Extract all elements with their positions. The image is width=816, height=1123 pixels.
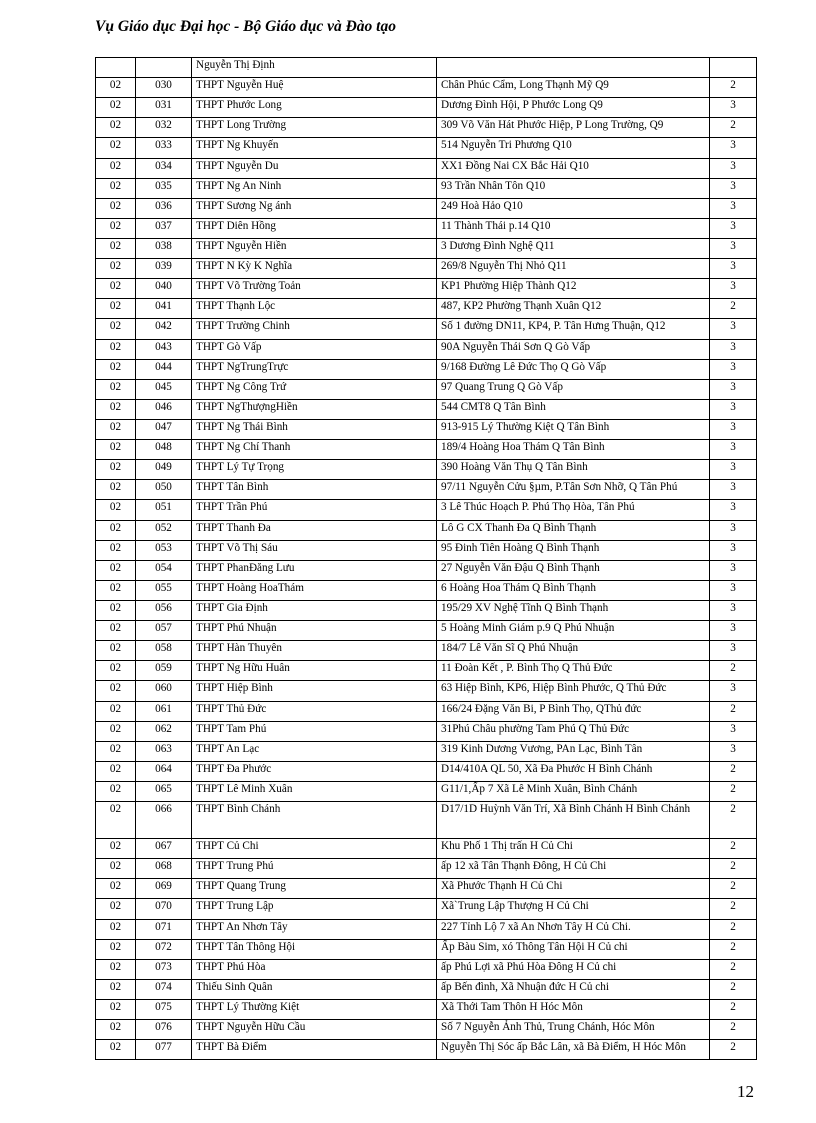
number-cell: 043 bbox=[136, 339, 192, 359]
code-cell: 02 bbox=[96, 979, 136, 999]
number-cell: 064 bbox=[136, 761, 192, 781]
address-cell: 189/4 Hoàng Hoa Thám Q Tân Bình bbox=[437, 440, 710, 460]
code-cell: 02 bbox=[96, 919, 136, 939]
school-name-cell: THPT Gia Định bbox=[192, 600, 437, 620]
table-row bbox=[96, 440, 757, 460]
page-number: 12 bbox=[737, 1082, 754, 1101]
table-row bbox=[96, 218, 757, 238]
table-row bbox=[96, 238, 757, 258]
code-cell: 02 bbox=[96, 98, 136, 118]
code-cell: 02 bbox=[96, 319, 136, 339]
school-name-cell: THPT Gò Vấp bbox=[192, 339, 437, 359]
table-row bbox=[96, 701, 757, 721]
number-cell: 049 bbox=[136, 460, 192, 480]
grade-cell: 2 bbox=[710, 118, 757, 138]
table-row bbox=[96, 359, 757, 379]
number-cell: 045 bbox=[136, 379, 192, 399]
school-name-cell: THPT Ng Chí Thanh bbox=[192, 440, 437, 460]
address-cell: 5 Hoàng Minh Giám p.9 Q Phú Nhuận bbox=[437, 621, 710, 641]
grade-cell: 3 bbox=[710, 741, 757, 761]
code-cell: 02 bbox=[96, 238, 136, 258]
table-row bbox=[96, 741, 757, 761]
table-row bbox=[96, 560, 757, 580]
table-row bbox=[96, 460, 757, 480]
number-cell: 047 bbox=[136, 419, 192, 439]
code-cell: 02 bbox=[96, 279, 136, 299]
school-name-cell: THPT Phước Long bbox=[192, 98, 437, 118]
number-cell: 075 bbox=[136, 1000, 192, 1020]
address-cell: 390 Hoàng Văn Thụ Q Tân Bình bbox=[437, 460, 710, 480]
grade-cell: 3 bbox=[710, 580, 757, 600]
school-name-cell: THPT Thạnh Lộc bbox=[192, 299, 437, 319]
address-cell: Xã Phước Thạnh H Củ Chi bbox=[437, 879, 710, 899]
table-row bbox=[96, 480, 757, 500]
address-cell: D17/1D Huỳnh Văn Trí, Xã Bình Chánh H Bình Chánh bbox=[437, 802, 710, 839]
number-cell: 032 bbox=[136, 118, 192, 138]
number-cell: 036 bbox=[136, 198, 192, 218]
code-cell: 02 bbox=[96, 1000, 136, 1020]
code-cell: 02 bbox=[96, 580, 136, 600]
code-cell: 02 bbox=[96, 218, 136, 238]
address-cell: 514 Nguyễn Tri Phương Q10 bbox=[437, 138, 710, 158]
address-cell: ấp Bến đình, Xã Nhuận đức H Củ chi bbox=[437, 979, 710, 999]
table-row bbox=[96, 540, 757, 560]
address-cell: 166/24 Đặng Văn Bi, P Bình Thọ, QThủ đức bbox=[437, 701, 710, 721]
grade-cell: 3 bbox=[710, 480, 757, 500]
table-row bbox=[96, 118, 757, 138]
school-name-cell: THPT Củ Chi bbox=[192, 839, 437, 859]
number-cell: 071 bbox=[136, 919, 192, 939]
grade-cell: 2 bbox=[710, 959, 757, 979]
code-cell: 02 bbox=[96, 899, 136, 919]
number-cell: 042 bbox=[136, 319, 192, 339]
grade-cell: 3 bbox=[710, 419, 757, 439]
address-cell: 90A Nguyễn Thái Sơn Q Gò Vấp bbox=[437, 339, 710, 359]
address-cell: KP1 Phường Hiệp Thành Q12 bbox=[437, 279, 710, 299]
code-cell: 02 bbox=[96, 1040, 136, 1060]
number-cell: 070 bbox=[136, 899, 192, 919]
table-row bbox=[96, 959, 757, 979]
code-cell: 02 bbox=[96, 480, 136, 500]
grade-cell: 2 bbox=[710, 939, 757, 959]
school-name-cell: THPT NgThượngHiền bbox=[192, 399, 437, 419]
school-name-cell: THPT Trung Phú bbox=[192, 859, 437, 879]
number-cell: 041 bbox=[136, 299, 192, 319]
address-cell: 249 Hoà Hảo Q10 bbox=[437, 198, 710, 218]
grade-cell: 3 bbox=[710, 238, 757, 258]
number-cell: 077 bbox=[136, 1040, 192, 1060]
number-cell: 044 bbox=[136, 359, 192, 379]
grade-cell: 3 bbox=[710, 98, 757, 118]
address-cell: 544 CMT8 Q Tân Bình bbox=[437, 399, 710, 419]
school-name-cell: THPT Phú Hòa bbox=[192, 959, 437, 979]
grade-cell bbox=[710, 58, 757, 78]
grade-cell: 2 bbox=[710, 802, 757, 839]
school-name-cell: THPT Hiệp Bình bbox=[192, 681, 437, 701]
table-row bbox=[96, 279, 757, 299]
table-row bbox=[96, 78, 757, 98]
number-cell bbox=[136, 58, 192, 78]
number-cell: 035 bbox=[136, 178, 192, 198]
number-cell: 059 bbox=[136, 661, 192, 681]
number-cell: 033 bbox=[136, 138, 192, 158]
address-cell: 97/11 Nguyễn Cửu §µm, P.Tân Sơn Nhỡ, Q Tân Phú bbox=[437, 480, 710, 500]
number-cell: 051 bbox=[136, 500, 192, 520]
school-name-cell: THPT Hàn Thuyên bbox=[192, 641, 437, 661]
grade-cell: 3 bbox=[710, 178, 757, 198]
code-cell: 02 bbox=[96, 701, 136, 721]
number-cell: 069 bbox=[136, 879, 192, 899]
address-cell: 97 Quang Trung Q Gò Vấp bbox=[437, 379, 710, 399]
code-cell: 02 bbox=[96, 959, 136, 979]
grade-cell: 3 bbox=[710, 359, 757, 379]
address-cell: 913-915 Lý Thường Kiệt Q Tân Bình bbox=[437, 419, 710, 439]
document-header: Vụ Giáo dục Đại học - Bộ Giáo dục và Đào tạo bbox=[95, 18, 396, 35]
number-cell: 053 bbox=[136, 540, 192, 560]
table-row bbox=[96, 641, 757, 661]
number-cell: 076 bbox=[136, 1020, 192, 1040]
school-name-cell: THPT Võ Thị Sáu bbox=[192, 540, 437, 560]
number-cell: 048 bbox=[136, 440, 192, 460]
number-cell: 073 bbox=[136, 959, 192, 979]
address-cell: 3 Dương Đình Nghệ Q11 bbox=[437, 238, 710, 258]
address-cell: 487, KP2 Phường Thạnh Xuân Q12 bbox=[437, 299, 710, 319]
code-cell: 02 bbox=[96, 560, 136, 580]
school-name-cell: THPT N Kỳ K Nghĩa bbox=[192, 259, 437, 279]
address-cell: 31Phú Châu phường Tam Phú Q Thủ Đức bbox=[437, 721, 710, 741]
school-name-cell: THPT Ng An Ninh bbox=[192, 178, 437, 198]
school-name-cell: THPT Tam Phú bbox=[192, 721, 437, 741]
table-row bbox=[96, 158, 757, 178]
address-cell: Khu Phố 1 Thị trấn H Củ Chi bbox=[437, 839, 710, 859]
school-name-cell: THPT Ng Hữu Huân bbox=[192, 661, 437, 681]
grade-cell: 3 bbox=[710, 560, 757, 580]
number-cell: 046 bbox=[136, 399, 192, 419]
table-row bbox=[96, 939, 757, 959]
code-cell: 02 bbox=[96, 540, 136, 560]
address-cell: Số 1 đường DN11, KP4, P. Tân Hưng Thuận, Q12 bbox=[437, 319, 710, 339]
code-cell: 02 bbox=[96, 299, 136, 319]
table-row bbox=[96, 919, 757, 939]
school-name-cell: THPT Tân Thông Hội bbox=[192, 939, 437, 959]
number-cell: 060 bbox=[136, 681, 192, 701]
grade-cell: 2 bbox=[710, 661, 757, 681]
grade-cell: 2 bbox=[710, 299, 757, 319]
table-row bbox=[96, 761, 757, 781]
number-cell: 056 bbox=[136, 600, 192, 620]
code-cell: 02 bbox=[96, 500, 136, 520]
table-row bbox=[96, 198, 757, 218]
number-cell: 034 bbox=[136, 158, 192, 178]
number-cell: 068 bbox=[136, 859, 192, 879]
grade-cell: 2 bbox=[710, 899, 757, 919]
table-row bbox=[96, 379, 757, 399]
address-cell: 11 Đoàn Kết , P. Bình Thọ Q Thủ Đức bbox=[437, 661, 710, 681]
table-row bbox=[96, 98, 757, 118]
address-cell: 93 Trần Nhân Tôn Q10 bbox=[437, 178, 710, 198]
table-row bbox=[96, 58, 757, 78]
school-name-cell: THPT Nguyễn Hữu Cầu bbox=[192, 1020, 437, 1040]
school-name-cell: THPT Ng Thái Bình bbox=[192, 419, 437, 439]
school-name-cell: THPT An Lạc bbox=[192, 741, 437, 761]
address-cell: 27 Nguyễn Văn Đậu Q Bình Thạnh bbox=[437, 560, 710, 580]
table-row bbox=[96, 1000, 757, 1020]
school-name-cell: THPT Sương Ng ánh bbox=[192, 198, 437, 218]
grade-cell: 2 bbox=[710, 1000, 757, 1020]
address-cell: Ấp Bàu Sim, xó Thông Tân Hội H Củ chi bbox=[437, 939, 710, 959]
grade-cell: 2 bbox=[710, 919, 757, 939]
address-cell: 6 Hoàng Hoa Thám Q Bình Thạnh bbox=[437, 580, 710, 600]
number-cell: 057 bbox=[136, 621, 192, 641]
grade-cell: 3 bbox=[710, 641, 757, 661]
school-name-cell: THPT Bình Chánh bbox=[192, 802, 437, 839]
address-cell: ấp 12 xã Tân Thạnh Đông, H Củ Chi bbox=[437, 859, 710, 879]
code-cell: 02 bbox=[96, 399, 136, 419]
address-cell: G11/1,Ấp 7 Xã Lê Minh Xuân, Bình Chánh bbox=[437, 781, 710, 801]
number-cell: 074 bbox=[136, 979, 192, 999]
school-name-cell: THPT Thủ Đức bbox=[192, 701, 437, 721]
school-table bbox=[95, 57, 757, 1060]
code-cell: 02 bbox=[96, 339, 136, 359]
school-name-cell: THPT Tân Bình bbox=[192, 480, 437, 500]
grade-cell: 3 bbox=[710, 399, 757, 419]
grade-cell: 3 bbox=[710, 540, 757, 560]
address-cell: ấp Phú Lợi xã Phú Hòa Đông H Củ chi bbox=[437, 959, 710, 979]
code-cell: 02 bbox=[96, 761, 136, 781]
table-row bbox=[96, 681, 757, 701]
table-row bbox=[96, 839, 757, 859]
address-cell: 3 Lê Thúc Hoạch P. Phú Thọ Hòa, Tân Phú bbox=[437, 500, 710, 520]
school-name-cell: THPT Ng Công Trứ bbox=[192, 379, 437, 399]
grade-cell: 3 bbox=[710, 379, 757, 399]
code-cell bbox=[96, 58, 136, 78]
table-row bbox=[96, 520, 757, 540]
code-cell: 02 bbox=[96, 839, 136, 859]
code-cell: 02 bbox=[96, 520, 136, 540]
code-cell: 02 bbox=[96, 359, 136, 379]
address-cell: Dương Đình Hội, P Phước Long Q9 bbox=[437, 98, 710, 118]
grade-cell: 3 bbox=[710, 520, 757, 540]
code-cell: 02 bbox=[96, 879, 136, 899]
table-row bbox=[96, 721, 757, 741]
grade-cell: 2 bbox=[710, 78, 757, 98]
table-row bbox=[96, 419, 757, 439]
grade-cell: 3 bbox=[710, 138, 757, 158]
grade-cell: 3 bbox=[710, 198, 757, 218]
school-name-cell: THPT Trung Lập bbox=[192, 899, 437, 919]
number-cell: 038 bbox=[136, 238, 192, 258]
code-cell: 02 bbox=[96, 138, 136, 158]
table-row bbox=[96, 859, 757, 879]
school-name-cell: THPT Quang Trung bbox=[192, 879, 437, 899]
grade-cell: 3 bbox=[710, 218, 757, 238]
table-row bbox=[96, 1040, 757, 1060]
school-name-cell: THPT Nguyễn Huệ bbox=[192, 78, 437, 98]
grade-cell: 2 bbox=[710, 1040, 757, 1060]
table-row bbox=[96, 802, 757, 839]
address-cell: 195/29 XV Nghệ Tĩnh Q Bình Thạnh bbox=[437, 600, 710, 620]
code-cell: 02 bbox=[96, 859, 136, 879]
address-cell: 9/168 Đường Lê Đức Thọ Q Gò Vấp bbox=[437, 359, 710, 379]
code-cell: 02 bbox=[96, 419, 136, 439]
grade-cell: 2 bbox=[710, 1020, 757, 1040]
address-cell: 184/7 Lê Văn Sĩ Q Phú Nhuận bbox=[437, 641, 710, 661]
school-name-cell: THPT Lê Minh Xuân bbox=[192, 781, 437, 801]
address-cell: 11 Thành Thái p.14 Q10 bbox=[437, 218, 710, 238]
address-cell: 319 Kinh Dương Vương, PAn Lạc, Bình Tân bbox=[437, 741, 710, 761]
table-row bbox=[96, 621, 757, 641]
code-cell: 02 bbox=[96, 440, 136, 460]
table-row bbox=[96, 259, 757, 279]
school-name-cell: THPT Trần Phú bbox=[192, 500, 437, 520]
school-name-cell: THPT Trường Chinh bbox=[192, 319, 437, 339]
table-row bbox=[96, 600, 757, 620]
code-cell: 02 bbox=[96, 118, 136, 138]
code-cell: 02 bbox=[96, 259, 136, 279]
table-row bbox=[96, 178, 757, 198]
address-cell: Chân Phúc Cẩm, Long Thạnh Mỹ Q9 bbox=[437, 78, 710, 98]
grade-cell: 2 bbox=[710, 859, 757, 879]
school-name-cell: THPT NgTrungTrực bbox=[192, 359, 437, 379]
number-cell: 031 bbox=[136, 98, 192, 118]
code-cell: 02 bbox=[96, 621, 136, 641]
address-cell: Số 7 Nguyễn Ảnh Thủ, Trung Chánh, Hóc Môn bbox=[437, 1020, 710, 1040]
code-cell: 02 bbox=[96, 78, 136, 98]
school-name-cell: THPT Bà Điểm bbox=[192, 1040, 437, 1060]
school-name-cell: THPT Đa Phước bbox=[192, 761, 437, 781]
school-name-cell: THPT Lý Tự Trọng bbox=[192, 460, 437, 480]
table-row bbox=[96, 781, 757, 801]
grade-cell: 3 bbox=[710, 721, 757, 741]
school-name-cell: THPT Phú Nhuận bbox=[192, 621, 437, 641]
address-cell: 269/8 Nguyễn Thị Nhỏ Q11 bbox=[437, 259, 710, 279]
school-name-cell: THPT An Nhơn Tây bbox=[192, 919, 437, 939]
code-cell: 02 bbox=[96, 681, 136, 701]
number-cell: 063 bbox=[136, 741, 192, 761]
grade-cell: 2 bbox=[710, 701, 757, 721]
code-cell: 02 bbox=[96, 1020, 136, 1040]
school-name-cell: Thiếu Sinh Quân bbox=[192, 979, 437, 999]
number-cell: 037 bbox=[136, 218, 192, 238]
table-row bbox=[96, 299, 757, 319]
grade-cell: 2 bbox=[710, 879, 757, 899]
code-cell: 02 bbox=[96, 641, 136, 661]
address-cell: 95 Đinh Tiên Hoàng Q Bình Thạnh bbox=[437, 540, 710, 560]
number-cell: 072 bbox=[136, 939, 192, 959]
number-cell: 058 bbox=[136, 641, 192, 661]
address-cell: 227 Tỉnh Lộ 7 xã An Nhơn Tây H Củ Chi. bbox=[437, 919, 710, 939]
address-cell: D14/410A QL 50, Xã Đa Phước H Bình Chánh bbox=[437, 761, 710, 781]
code-cell: 02 bbox=[96, 802, 136, 839]
number-cell: 066 bbox=[136, 802, 192, 839]
grade-cell: 2 bbox=[710, 761, 757, 781]
grade-cell: 3 bbox=[710, 460, 757, 480]
code-cell: 02 bbox=[96, 661, 136, 681]
school-name-cell: THPT Lý Thường Kiệt bbox=[192, 1000, 437, 1020]
table-row bbox=[96, 399, 757, 419]
address-cell: Nguyễn Thị Sóc ấp Bắc Lân, xã Bà Điểm, H Hóc Môn bbox=[437, 1040, 710, 1060]
number-cell: 050 bbox=[136, 480, 192, 500]
school-name-cell: THPT PhanĐăng Lưu bbox=[192, 560, 437, 580]
grade-cell: 3 bbox=[710, 621, 757, 641]
number-cell: 030 bbox=[136, 78, 192, 98]
address-cell: 63 Hiệp Bình, KP6, Hiệp Bình Phước, Q Thủ Đức bbox=[437, 681, 710, 701]
number-cell: 039 bbox=[136, 259, 192, 279]
address-cell bbox=[437, 58, 710, 78]
table-row bbox=[96, 319, 757, 339]
number-cell: 055 bbox=[136, 580, 192, 600]
table-row bbox=[96, 580, 757, 600]
table-row bbox=[96, 661, 757, 681]
number-cell: 065 bbox=[136, 781, 192, 801]
school-name-cell: THPT Nguyễn Hiền bbox=[192, 238, 437, 258]
grade-cell: 3 bbox=[710, 279, 757, 299]
table-row bbox=[96, 138, 757, 158]
address-cell: 309 Võ Văn Hát Phước Hiệp, P Long Trường, Q9 bbox=[437, 118, 710, 138]
code-cell: 02 bbox=[96, 198, 136, 218]
address-cell: Xã`Trung Lập Thượng H Củ Chi bbox=[437, 899, 710, 919]
grade-cell: 3 bbox=[710, 600, 757, 620]
grade-cell: 3 bbox=[710, 158, 757, 178]
code-cell: 02 bbox=[96, 460, 136, 480]
code-cell: 02 bbox=[96, 600, 136, 620]
number-cell: 061 bbox=[136, 701, 192, 721]
grade-cell: 2 bbox=[710, 839, 757, 859]
grade-cell: 3 bbox=[710, 500, 757, 520]
grade-cell: 2 bbox=[710, 979, 757, 999]
grade-cell: 3 bbox=[710, 319, 757, 339]
address-cell: XX1 Đồng Nai CX Bắc Hải Q10 bbox=[437, 158, 710, 178]
school-name-cell: THPT Thanh Đa bbox=[192, 520, 437, 540]
code-cell: 02 bbox=[96, 741, 136, 761]
code-cell: 02 bbox=[96, 721, 136, 741]
table-row bbox=[96, 899, 757, 919]
number-cell: 054 bbox=[136, 560, 192, 580]
number-cell: 040 bbox=[136, 279, 192, 299]
code-cell: 02 bbox=[96, 781, 136, 801]
school-name-cell: THPT Long Trường bbox=[192, 118, 437, 138]
number-cell: 062 bbox=[136, 721, 192, 741]
school-table-body bbox=[96, 58, 757, 1060]
school-name-cell: Nguyễn Thị Định bbox=[192, 58, 437, 78]
school-name-cell: THPT Hoàng HoaThám bbox=[192, 580, 437, 600]
code-cell: 02 bbox=[96, 379, 136, 399]
code-cell: 02 bbox=[96, 158, 136, 178]
table-row bbox=[96, 500, 757, 520]
school-name-cell: THPT Võ Trường Toản bbox=[192, 279, 437, 299]
table-row bbox=[96, 879, 757, 899]
grade-cell: 3 bbox=[710, 440, 757, 460]
number-cell: 067 bbox=[136, 839, 192, 859]
table-row bbox=[96, 339, 757, 359]
code-cell: 02 bbox=[96, 178, 136, 198]
code-cell: 02 bbox=[96, 939, 136, 959]
address-cell: Xã Thới Tam Thôn H Hóc Môn bbox=[437, 1000, 710, 1020]
school-name-cell: THPT Diên Hồng bbox=[192, 218, 437, 238]
table-row bbox=[96, 1020, 757, 1040]
table-row bbox=[96, 979, 757, 999]
grade-cell: 3 bbox=[710, 681, 757, 701]
grade-cell: 2 bbox=[710, 781, 757, 801]
grade-cell: 3 bbox=[710, 339, 757, 359]
school-name-cell: THPT Nguyễn Du bbox=[192, 158, 437, 178]
address-cell: Lô G CX Thanh Đa Q Bình Thạnh bbox=[437, 520, 710, 540]
grade-cell: 3 bbox=[710, 259, 757, 279]
school-name-cell: THPT Ng Khuyến bbox=[192, 138, 437, 158]
number-cell: 052 bbox=[136, 520, 192, 540]
